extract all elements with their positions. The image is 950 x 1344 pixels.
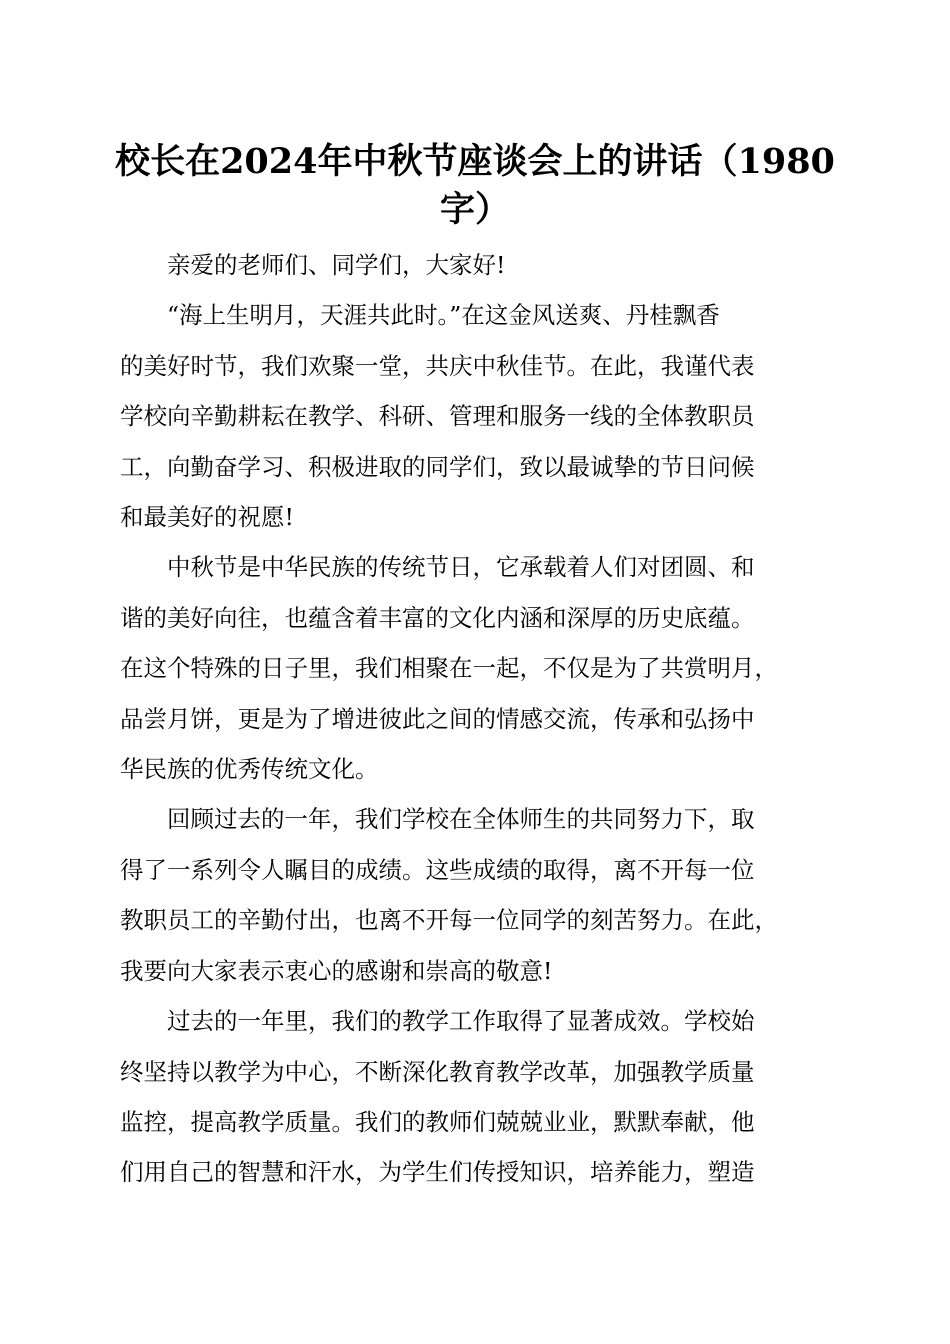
paragraph-line: 教职员工的辛勤付出，也离不开每一位同学的刻苦努力。在此， bbox=[120, 906, 778, 935]
paragraph-line: 谐的美好向往，也蕴含着丰富的文化内涵和深厚的历史底蕴。 bbox=[120, 603, 755, 632]
document-body bbox=[120, 240, 832, 1198]
paragraph-line: 的美好时节，我们欢聚一堂，共庆中秋佳节。在此，我谨代表 bbox=[120, 351, 755, 380]
paragraph-line: 终坚持以教学为中心，不断深化教育教学改革，加强教学质量 bbox=[120, 1057, 755, 1086]
paragraph-teaching bbox=[120, 996, 832, 1198]
paragraph-line: 品尝月饼，更是为了增进彼此之间的情感交流，传承和弘扬中 bbox=[120, 704, 755, 733]
paragraph-line: 得了一系列令人瞩目的成绩。这些成绩的取得，离不开每一位 bbox=[120, 855, 755, 884]
paragraph-greeting bbox=[120, 240, 832, 290]
paragraph-line: 我要向大家表示衷心的感谢和崇高的敬意! bbox=[120, 956, 553, 985]
paragraph-line: 回顾过去的一年，我们学校在全体师生的共同努力下，取 bbox=[167, 805, 755, 834]
paragraph-review bbox=[120, 794, 832, 996]
paragraph-line: 学校向辛勤耕耘在教学、科研、管理和服务一线的全体教职员 bbox=[120, 402, 755, 431]
paragraph-line: “海上生明月，天涯共此时。”在这金风送爽、丹桂飘香 bbox=[167, 301, 720, 330]
paragraph-opening bbox=[120, 290, 832, 542]
paragraph-line: 监控，提高教学质量。我们的教师们兢兢业业，默默奉献，他 bbox=[120, 1107, 755, 1136]
paragraph-festival bbox=[120, 542, 832, 794]
paragraph-line: 们用自己的智慧和汗水，为学生们传授知识，培养能力，塑造 bbox=[120, 1158, 755, 1187]
paragraph-line: 过去的一年里，我们的教学工作取得了显著成效。学校始 bbox=[167, 1007, 755, 1036]
paragraph-line: 和最美好的祝愿! bbox=[120, 503, 294, 532]
page-title bbox=[115, 138, 835, 234]
title-line-2: 字） bbox=[439, 189, 510, 230]
paragraph-line: 亲爱的老师们、同学们，大家好! bbox=[167, 251, 506, 279]
title-line-1: 校长在2024年中秋节座谈会上的讲话（1980 bbox=[115, 141, 835, 182]
paragraph-line: 华民族的优秀传统文化。 bbox=[120, 755, 379, 784]
paragraph-line: 在这个特殊的日子里，我们相聚在一起，不仅是为了共赏明月， bbox=[120, 654, 778, 683]
paragraph-line: 中秋节是中华民族的传统节日，它承载着人们对团圆、和 bbox=[167, 553, 755, 582]
paragraph-line: 工，向勤奋学习、积极进取的同学们，致以最诚挚的节日问候 bbox=[120, 452, 755, 481]
